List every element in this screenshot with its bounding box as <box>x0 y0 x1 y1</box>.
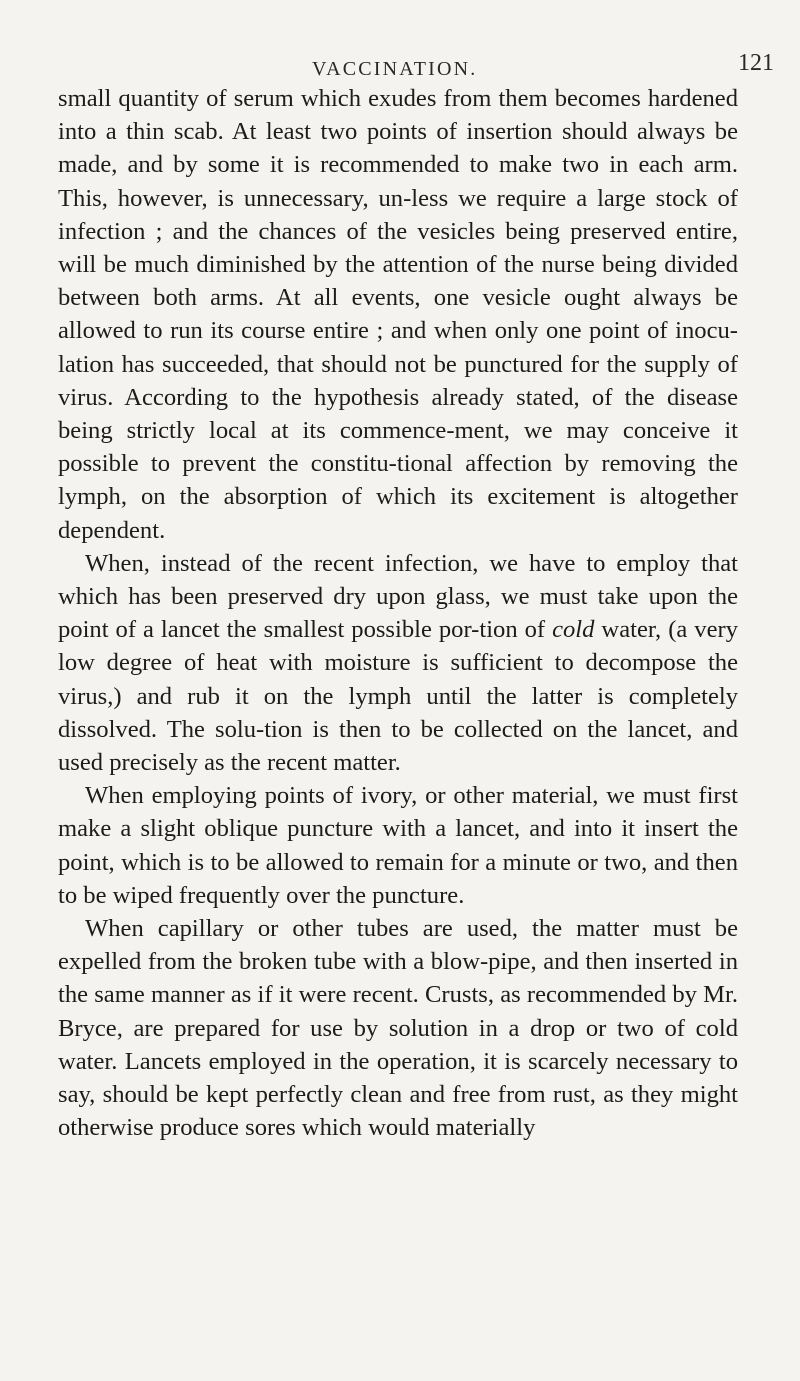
paragraph-3: When employing points of ivory, or other material, we must first make a slight oblique puncture with a lancet, and into it insert the point, which is to be allowed to remain for a minute or two, and then to be wiped frequently over the puncture. <box>58 782 738 909</box>
paragraph-4: When capillary or other tubes are used, the matter must be expelled from the broken tube with a blow-pipe, and then inserted in the same manner as if it were recent. Crusts, as recommended by Mr. Bryce, are prepared for use by solution in a drop or two of cold water. Lancets employed in the operation, it is scarcely necessary to say, should be kept perfectly clean and free from rust, as they might otherwise produce sores which would materially <box>58 915 738 1142</box>
emphasis-cold: cold <box>552 616 595 644</box>
paragraph-1: small quantity of serum which exudes from them becomes hardened into a thin scab. At least two points of insertion should always be made, and by some it is recommended to make two in each arm. This, however, is unnecessary, un-less we require a large stock of infection ; and the chances of the vesicles being preserved entire, will be much diminished by the attention of the nurse being divided between both arms. At all events, one vesicle ought always be allowed to run its course entire ; and when only one point of inocu-lation has succeeded, that should not be punctured for the supply of virus. According to the hypothesis already stated, of the disease being strictly local at its commence-ment, we may conceive it possible to prevent the constitu-tional affection by removing the lymph, on the absorption of which its excitement is altogether dependent. <box>58 85 738 544</box>
body-text <box>58 82 738 1145</box>
paragraph-2-start: When, instead of the recent infection, we have to employ that which has been preserved dry upon glass, we must take upon the point of a lancet the smallest possible por-tion of <box>58 549 738 644</box>
running-title: VACCINATION. <box>312 58 478 80</box>
paragraph-2 <box>58 547 738 779</box>
paragraph-2-end: water, (a very low degree of heat with moisture is sufficient to decompose the virus,) and rub it on the lymph until the latter is completely dissolved. The solu-tion is then to be collected on the lancet, and used precisely as the recent matter. <box>58 616 738 777</box>
page-number: 121 <box>738 50 774 76</box>
